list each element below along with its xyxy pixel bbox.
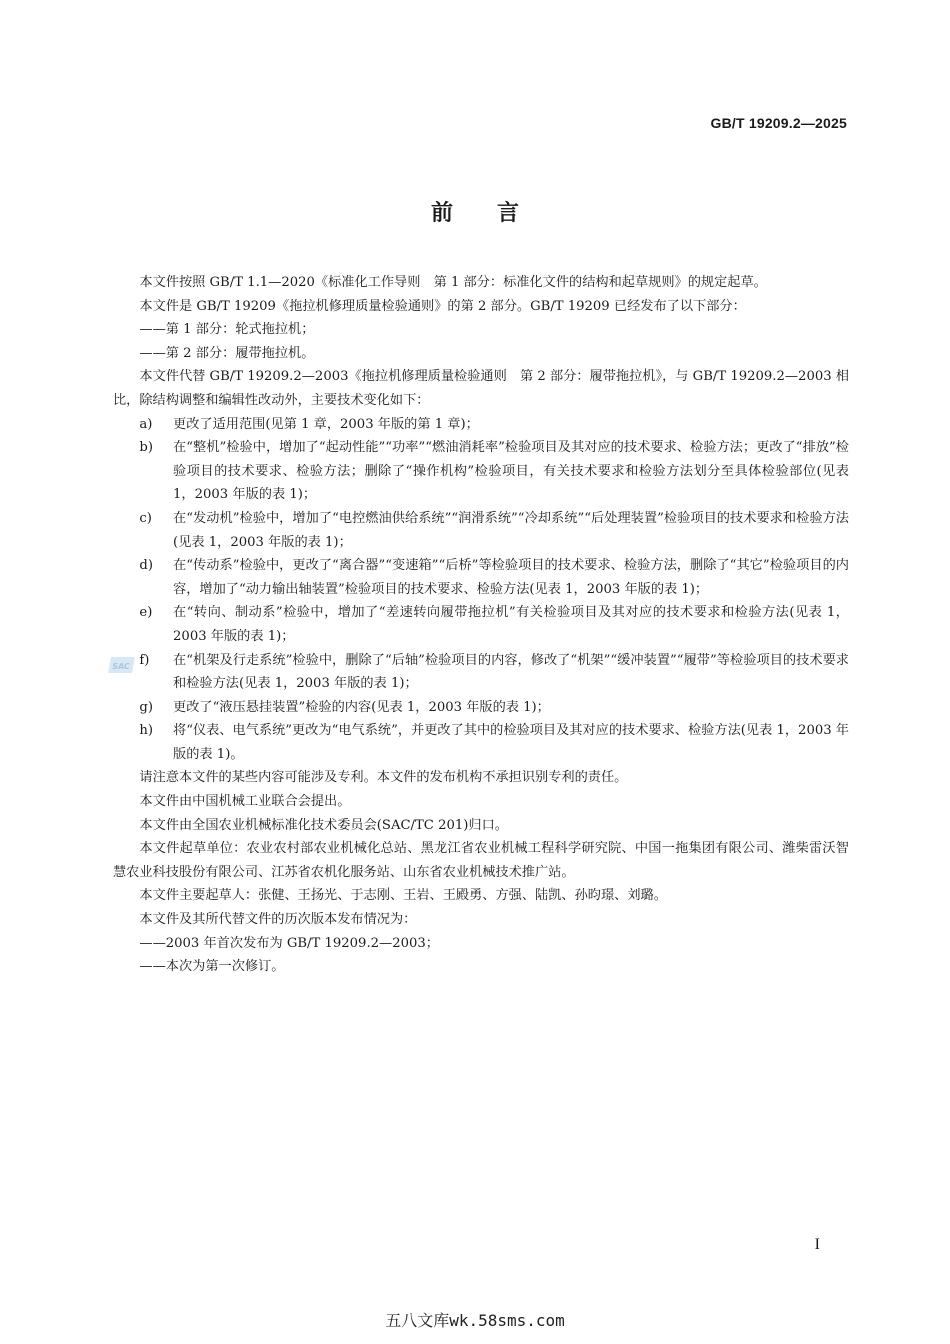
change-marker: c)	[139, 510, 152, 526]
paragraph-drafters: 本文件主要起草人：张健、王扬光、于志刚、王岩、王殿勇、方强、陆凯、孙昀璟、刘璐。	[139, 888, 667, 904]
change-text: 在“传动系”检验中，更改了“离合器”“变速箱”“后桥”等检验项目的技术要求、检验方法，删除了“其它”检验项目的内容，增加了“动力输出轴装置”检验项目的技术要求、检验方法(见表 1，2003 年版的表 1)；	[173, 558, 849, 597]
paragraph-replacement: 本文件代替 GB/T 19209.2—2003《拖拉机修理质量检验通则 第 2 部分：履带拖拉机》，与 GB/T 19209.2—2003 相比，除结构调整和编辑性改动外，主要技术变化如下：	[113, 369, 849, 408]
change-item	[113, 601, 849, 648]
part-list-item: ——第 1 部分：轮式拖拉机；	[139, 322, 315, 338]
history-list-item: ——2003 年首次发布为 GB/T 19209.2—2003；	[139, 935, 439, 951]
sac-logo-text: SAC	[112, 662, 130, 671]
change-item	[113, 436, 849, 507]
paragraph-patent-notice: 请注意本文件的某些内容可能涉及专利。本文件的发布机构不承担识别专利的责任。	[139, 770, 628, 786]
change-marker: b)	[139, 440, 153, 456]
footer-watermark: 五八文库wk.58sms.com	[385, 1311, 565, 1330]
history-list-item: ——本次为第一次修订。	[139, 959, 285, 975]
change-text: 在“转向、制动系”检验中，增加了“差速转向履带拖拉机”有关检验项目及其对应的技术要求和检验方法(见表 1，2003 年版的表 1)；	[173, 605, 849, 644]
change-marker: g)	[139, 699, 153, 715]
change-item	[113, 719, 849, 766]
change-text: 更改了“液压悬挂装置”检验的内容(见表 1，2003 年版的表 1)；	[173, 699, 550, 715]
paragraph-proposer: 本文件由中国机械工业联合会提出。	[139, 794, 351, 810]
change-text: 将“仪表、电气系统”更改为“电气系统”，并更改了其中的检验项目及其对应的技术要求、检验方法(见表 1，2003 年版的表 1)。	[173, 723, 849, 762]
standard-code-header: GB/T 19209.2—2025	[710, 115, 847, 131]
change-text: 更改了适用范围(见第 1 章，2003 年版的第 1 章)；	[173, 416, 479, 432]
change-item	[113, 649, 849, 696]
change-item	[113, 554, 849, 601]
paragraph-history-intro: 本文件及其所代替文件的历次版本发布情况为：	[139, 912, 417, 928]
change-marker: h)	[139, 723, 154, 739]
paragraph-committee: 本文件由全国农业机械标准化技术委员会(SAC/TC 201)归口。	[139, 817, 508, 833]
page-number: I	[814, 1236, 820, 1253]
paragraph-series-intro: 本文件是 GB/T 19209《拖拉机修理质量检验通则》的第 2 部分。GB/T 19209 已经发布了以下部分：	[139, 298, 746, 314]
change-marker: e)	[139, 605, 153, 621]
change-text: 在“发动机”检验中，增加了“电控燃油供给系统”“润滑系统”“冷却系统”“后处理装置”检验项目的技术要求和检验方法(见表 1，2003 年版的表 1)；	[173, 510, 849, 550]
foreword-body	[113, 271, 849, 979]
paragraph-drafting-units: 本文件起草单位：农业农村部农业机械化总站、黑龙江省农业机械工程科学研究院、中国一拖集团有限公司、潍柴雷沃智慧农业科技股份有限公司、江苏省农机化服务站、山东省农业机械技术推广站。	[113, 841, 849, 880]
change-item	[113, 696, 849, 720]
change-item	[113, 413, 849, 437]
change-item	[113, 507, 849, 554]
change-marker: f)	[139, 652, 150, 668]
paragraph-drafting-rules: 本文件按照 GB/T 1.1—2020《标准化工作导则 第 1 部分：标准化文件的结构和起草规则》的规定起草。	[139, 275, 767, 290]
change-text: 在“整机”检验中，增加了“起动性能”“功率”“燃油消耗率”检验项目及其对应的技术要求、检验方法；更改了“排放”检验项目的技术要求、检验方法；删除了“操作机构”检验项目，有关技术要求和检验方法划分至具体检验部位(见表 1，2003 年版的表 1)；	[173, 440, 849, 503]
change-text: 在“机架及行走系统”检验中，删除了“后轴”检验项目的内容，修改了“机架”“缓冲装置”“履带”等检验项目的技术要求和检验方法(见表 1，2003 年版的表 1)；	[173, 652, 849, 692]
page-title: 前言	[430, 201, 563, 226]
change-marker: d)	[139, 558, 153, 574]
part-list-item: ——第 2 部分：履带拖拉机。	[139, 345, 315, 361]
change-marker: a)	[139, 416, 153, 432]
